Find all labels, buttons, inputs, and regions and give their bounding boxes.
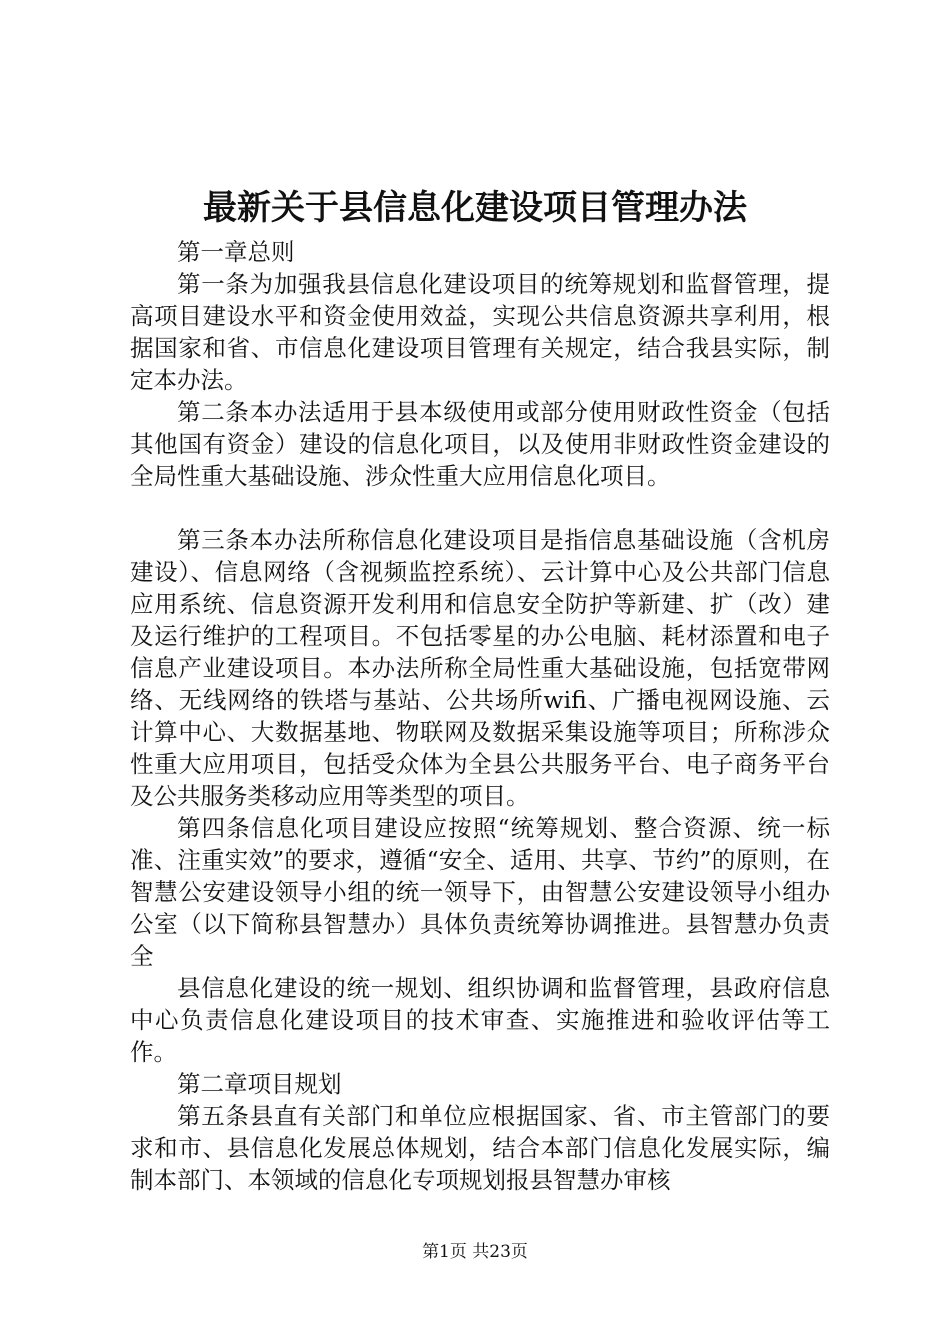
article-2: 第二条本办法适用于县本级使用或部分使用财政性资金（包括其他国有资金）建设的信息化项目，以及使用非财政性资金建设的全局性重大基础设施、涉众性重大应用信息化项目。 <box>130 398 830 490</box>
article-5: 第五条县直有关部门和单位应根据国家、省、市主管部门的要求和市、县信息化发展总体规划，结合本部门信息化发展实际，编制本部门、本领域的信息化专项规划报县智慧办审核 <box>130 1102 830 1194</box>
chapter-heading-2: 第二章项目规划 <box>177 1070 342 1098</box>
article-4: 第四条信息化项目建设应按照“统筹规划、整合资源、统一标准、注重实效”的要求，遵循“安全、适用、共享、节约”的原则，在智慧公安建设领导小组的统一领导下，由智慧公安建设领导小组办公室（以下简称县智慧办）具体负责统筹协调推进。县智慧办负责全 <box>130 814 830 970</box>
article-1: 第一条为加强我县信息化建设项目的统筹规划和监督管理，提高项目建设水平和资金使用效益，实现公共信息资源共享利用，根据国家和省、市信息化建设项目管理有关规定，结合我县实际，制定本办法。 <box>130 270 830 394</box>
document-title: 最新关于县信息化建设项目管理办法 <box>203 188 747 228</box>
chapter-heading-1: 第一章总则 <box>177 238 295 266</box>
page-footer-pagination: 第1页 共23页 <box>422 1242 528 1262</box>
article-3: 第三条本办法所称信息化建设项目是指信息基础设施（含机房建设）、信息网络（含视频监控系统）、云计算中心及公共部门信息应用系统、信息资源开发利用和信息安全防护等新建、扩（改）建及运行维护的工程项目。不包括零星的办公电脑、耗材添置和电子信息产业建设项目。本办法所称全局性重大基础设施，包括宽带网络、无线网络的铁塔与基站、公共场所wifi、广播电视网设施、云计算中心、大数据基地、物联网及数据采集设施等项目；所称涉众性重大应用项目，包括受众体为全县公共服务平台、电子商务平台及公共服务类移动应用等类型的项目。 <box>130 526 830 810</box>
article-4-continued: 县信息化建设的统一规划、组织协调和监督管理，县政府信息中心负责信息化建设项目的技术审查、实施推进和验收评估等工作。 <box>130 974 830 1066</box>
document-body <box>130 236 830 1196</box>
